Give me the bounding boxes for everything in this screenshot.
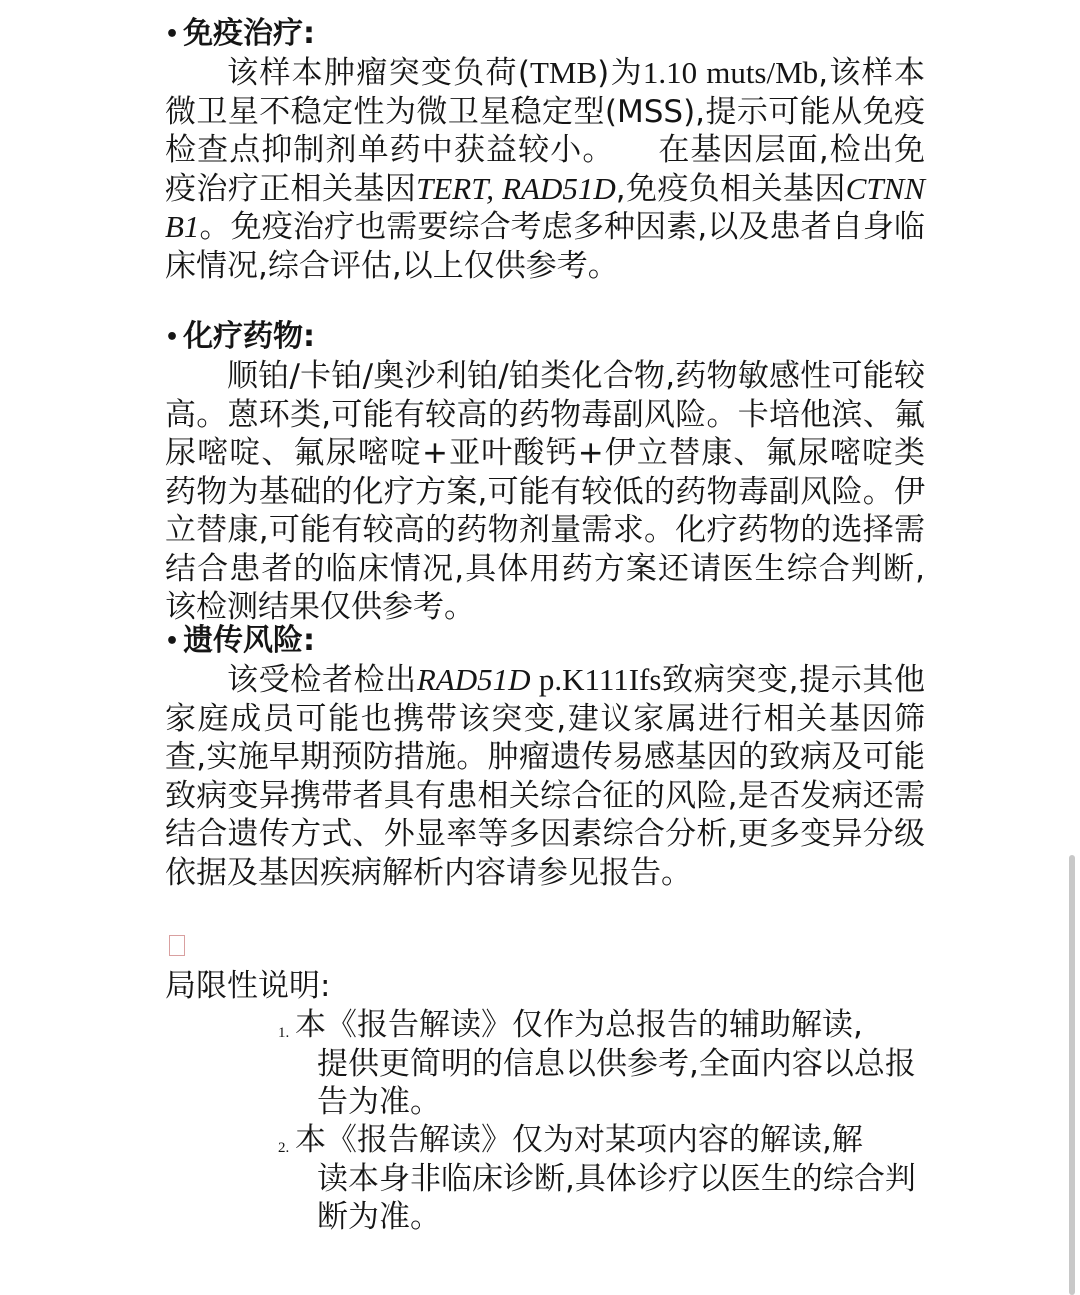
bullet-icon: • — [165, 629, 180, 654]
immunotherapy-paragraph: 该样本肿瘤突变负荷(TMB)为1.10 muts/Mb,该样本微卫星不稳定性为微卫星稳定型(MSS),提示可能从免疫检查点抑制剂单药中获益较小。 在基因层面,检出免疫治疗正相关基因TERT, RAD51D,免疫负相关基因CTNNB1。免疫治疗也需要综合考虑多种因素,以及患者自身临床情况,综合评估,以上仅供参考。 — [165, 55, 926, 284]
list-number: 1. — [278, 1025, 290, 1041]
bullet-icon: • — [165, 22, 180, 47]
section-heading-immunotherapy: • 免疫治疗: — [165, 15, 315, 54]
limitation-item: 2. 本《报告解读》仅为对某项内容的解读,解 读本身非临床诊断,具体诊疗以医生的综合判断为准。 — [278, 1122, 916, 1235]
section-heading-hereditary-risk: • 遗传风险: — [165, 622, 315, 661]
bullet-icon: • — [165, 325, 180, 350]
gene-rad51d: RAD51D — [416, 662, 531, 697]
vertical-scrollbar[interactable] — [1069, 855, 1075, 1295]
hereditary-risk-paragraph: 该受检者检出RAD51D p.K111Ifs致病突变,提示其他家庭成员可能也携带该突变,建议家属进行相关基因筛查,实施早期预防措施。肿瘤遗传易感基因的致病及可能致病变异携带者具有患相关综合征的风险,是否发病还需结合遗传方式、外显率等多因素综合分析,更多变异分级依据及基因疾病解析内容请参见报告。 — [165, 662, 926, 891]
list-number: 2. — [278, 1140, 290, 1156]
section-heading-chemotherapy: • 化疗药物: — [165, 318, 315, 357]
chemotherapy-paragraph: 顺铂/卡铂/奥沙利铂/铂类化合物,药物敏感性可能较高。蒽环类,可能有较高的药物毒副风险。卡培他滨、氟尿嘧啶、氟尿嘧啶+亚叶酸钙+伊立替康、氟尿嘧啶类药物为基础的化疗方案,可能有较低的药物毒副风险。伊立替康,可能有较高的药物剂量需求。化疗药物的选择需结合患者的临床情况,具体用药方案还请医生综合判断,该检测结果仅供参考。 — [165, 358, 925, 625]
gene-tert: TERT — [416, 170, 487, 206]
gene-rad51d: RAD51D — [502, 170, 616, 206]
limitations-title: 局限性说明: — [165, 968, 331, 1004]
limitation-item: 1. 本《报告解读》仅作为总报告的辅助解读, 提供更简明的信息以供参考,全面内容以总报告为准。 — [278, 1007, 916, 1120]
missing-glyph-box — [169, 935, 185, 956]
gene-ctnnb1: CTNNB1 — [165, 170, 925, 244]
